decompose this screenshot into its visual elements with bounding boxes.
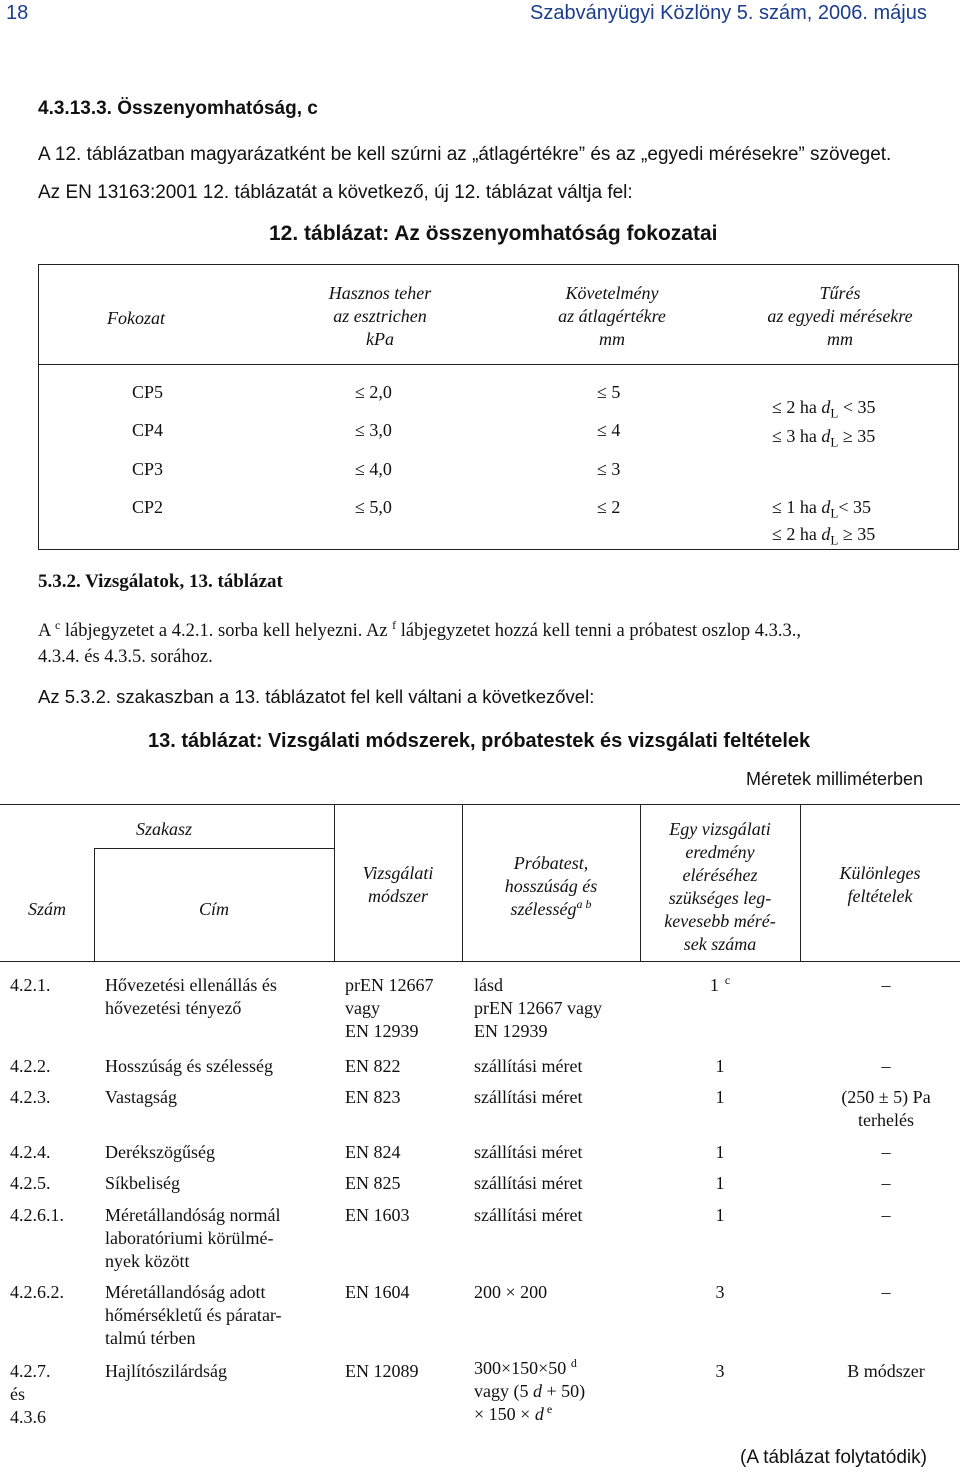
paragraph: Az EN 13163:2001 12. táblázatát a következő, új 12. táblázat váltja fel: (38, 182, 633, 203)
section-title-cell: Derékszögűség (105, 1142, 215, 1162)
section-title-cell: Méretállandóság adott hőmérsékletű és páratar- talmú térben (105, 1282, 282, 1348)
tolerance-cell: ≤ 1 ha $d_L< 35$ (772, 497, 871, 521)
section-title-cell: Méretállandóság normál laboratóriumi körülmé- nyek között (105, 1205, 281, 1271)
special-conditions-cell: (250 ± 5) Pa terhelés (841, 1087, 931, 1130)
section-number-cell: 4.2.6.2. (10, 1282, 64, 1302)
test-method-cell: EN 1604 (345, 1282, 410, 1302)
section-title-cell: Hajlítószilárdság (105, 1361, 227, 1381)
column-header-tures: Tűrés az egyedi mérésekre mm (767, 283, 913, 349)
special-conditions-cell: – (881, 1205, 891, 1225)
load-cell: ≤ 3,0 (355, 420, 392, 440)
load-cell: ≤ 2,0 (355, 382, 392, 402)
column-header-cim: Cím (198, 899, 229, 919)
grade-cell: CP5 (132, 382, 164, 402)
measurement-count-cell: 1 (715, 1087, 725, 1107)
test-method-cell: EN 823 (345, 1087, 401, 1107)
measurement-count-cell: 1 $^c$ (709, 973, 731, 995)
specimen-cell: szállítási méret (474, 1087, 583, 1107)
section-title-cell: Hosszúság és szélesség (105, 1056, 273, 1076)
column-header-szam: Szám (27, 899, 66, 919)
section-heading-4-3-13-3: 4.3.13.3. Összenyomhatóság, c (38, 98, 318, 119)
column-header-modszer: Vizsgálati módszer (362, 863, 434, 906)
grade-cell: CP2 (132, 497, 164, 517)
test-method-cell: EN 824 (345, 1142, 401, 1162)
column-header-kulonleges: Különleges feltételek (839, 863, 921, 906)
specimen-cell: szállítási méret (474, 1056, 583, 1076)
tolerance-cell: ≤ 3 ha $d_L \ge 35$ (772, 426, 876, 450)
test-method-cell: EN 825 (345, 1173, 401, 1193)
measurement-count-cell: 1 (715, 1142, 725, 1162)
column-header-meresek-szama: Egy vizsgálati eredmény eléréséhez szükséges leg- kevesebb méré- sek száma (664, 819, 776, 954)
paragraph: Az 5.3.2. szakaszban a 13. táblázatot fel kell váltani a következővel: (38, 686, 595, 707)
journal-header: Szabványügyi Közlöny 5. szám, 2006. május (530, 2, 927, 24)
table-12-title: 12. táblázat: Az összenyomhatóság fokozatai (269, 222, 718, 245)
special-conditions-cell: – (881, 1056, 891, 1076)
tolerance-cell: ≤ 2 ha $d_L \ge 35$ (772, 524, 876, 548)
specimen-cell: 300×150×50 $^d$ vagy (5 d + 50) × 150 × d $^e$ (474, 1356, 586, 1424)
special-conditions-cell: – (881, 1282, 891, 1302)
measurement-count-cell: 1 (715, 1173, 725, 1193)
section-number-cell: 4.2.7. és 4.3.6 (10, 1361, 51, 1427)
grade-cell: CP4 (132, 420, 164, 440)
requirement-cell: ≤ 4 (597, 420, 621, 440)
test-method-cell: EN 1603 (345, 1205, 410, 1225)
requirement-cell: ≤ 3 (597, 459, 621, 479)
section-title-cell: Vastagság (105, 1087, 177, 1107)
specimen-cell: szállítási méret (474, 1173, 583, 1193)
section-number-cell: 4.2.5. (10, 1173, 51, 1193)
test-method-cell: EN 822 (345, 1056, 401, 1076)
requirement-cell: ≤ 5 (597, 382, 621, 402)
paragraph: A $^c$ lábjegyzetet a 4.2.1. sorba kell helyezni. Az $^f$ lábjegyzetet hozzá kell tenni a próbatest oszlop 4.3.3., (38, 617, 801, 641)
tolerance-cell: ≤ 2 ha $d_L < 35$ (772, 397, 876, 421)
measurement-count-cell: 1 (715, 1056, 725, 1076)
test-method-cell: prEN 12667 vagy EN 12939 (345, 975, 434, 1041)
load-cell: ≤ 4,0 (355, 459, 392, 479)
specimen-cell: szállítási méret (474, 1205, 583, 1225)
section-number-cell: 4.2.3. (10, 1087, 51, 1107)
section-number-cell: 4.2.2. (10, 1056, 51, 1076)
column-header-teher: Hasznos teher az esztrichen kPa (328, 283, 432, 349)
section-heading-5-3-2: 5.3.2. Vizsgálatok, 13. táblázat (38, 571, 283, 592)
measurement-count-cell: 3 (715, 1361, 725, 1381)
column-header-szakasz: Szakasz (135, 819, 192, 839)
paragraph: 4.3.4. és 4.3.5. sorához. (38, 647, 213, 667)
paragraph: A 12. táblázatban magyarázatként be kell szúrni az „átlagértékre” és az „egyedi mérésekre” szöveget. (38, 144, 892, 165)
special-conditions-cell: – (881, 1173, 891, 1193)
requirement-cell: ≤ 2 (597, 497, 621, 517)
continued-note: (A táblázat folytatódik) (740, 1447, 927, 1468)
column-header-kovetelmeny: Követelmény az átlagértékre mm (558, 283, 666, 349)
specimen-cell: lásd prEN 12667 vagy EN 12939 (474, 975, 602, 1041)
measurement-count-cell: 3 (715, 1282, 725, 1302)
section-number-cell: 4.2.4. (10, 1142, 51, 1162)
special-conditions-cell: – (881, 975, 891, 995)
column-header-fokozat: Fokozat (107, 308, 165, 328)
load-cell: ≤ 5,0 (355, 497, 392, 517)
section-number-cell: 4.2.1. (10, 975, 51, 995)
column-header-probatest: Próbatest, hosszúság és szélesség$^{a b}$ (504, 853, 598, 919)
section-title-cell: Síkbeliség (105, 1173, 180, 1193)
special-conditions-cell: B módszer (847, 1361, 925, 1381)
units-note: Méretek milliméterben (746, 769, 924, 789)
test-method-cell: EN 12089 (345, 1361, 419, 1381)
section-title-cell: Hővezetési ellenállás és hővezetési tényező (105, 975, 277, 1018)
table-13-title: 13. táblázat: Vizsgálati módszerek, próbatestek és vizsgálati feltételek (148, 730, 811, 752)
specimen-cell: szállítási méret (474, 1142, 583, 1162)
special-conditions-cell: – (881, 1142, 891, 1162)
page-number: 18 (6, 2, 29, 24)
measurement-count-cell: 1 (715, 1205, 725, 1225)
section-number-cell: 4.2.6.1. (10, 1205, 64, 1225)
specimen-cell: 200 × 200 (474, 1282, 548, 1302)
grade-cell: CP3 (132, 459, 164, 479)
